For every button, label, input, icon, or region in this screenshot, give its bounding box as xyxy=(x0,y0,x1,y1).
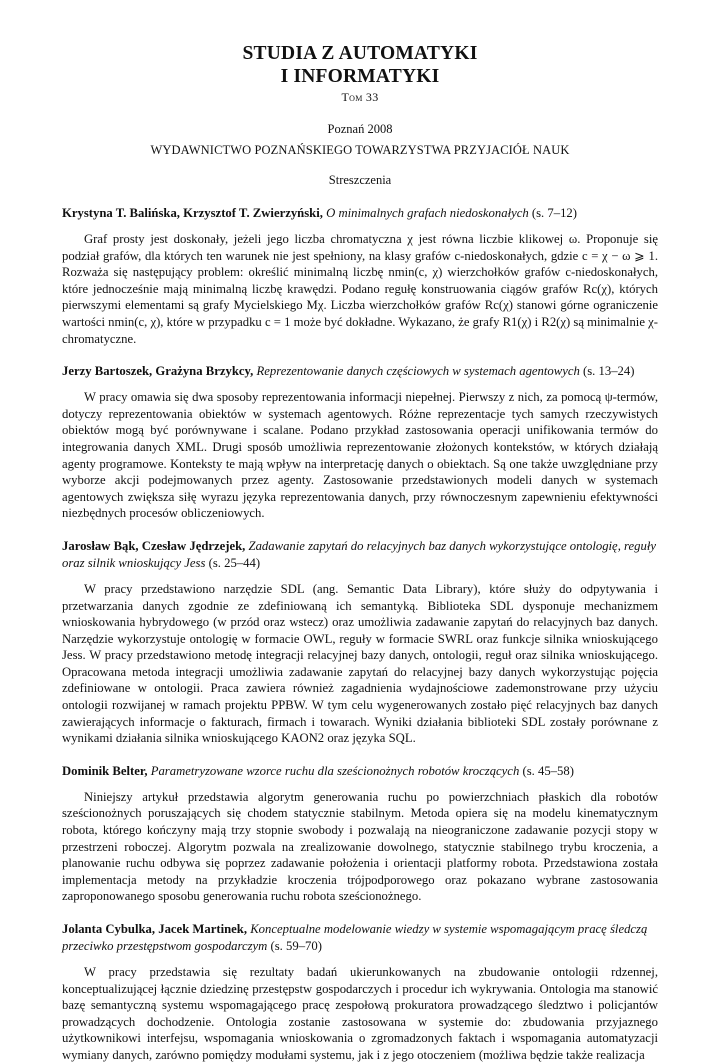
entry-authors: Jerzy Bartoszek, Grażyna Brzykcy, xyxy=(62,364,254,379)
entry-pages: (s. 59–70) xyxy=(270,939,322,953)
series-title xyxy=(62,0,658,88)
entries-list xyxy=(62,205,658,1064)
abstract-entry xyxy=(62,763,658,905)
series-title-line2: I INFORMATYKI xyxy=(280,66,440,87)
entry-abstract: W pracy przedstawia się rezultaty badań ukierunkowanych na zbudowanie ontologii rdzennej, konceptualizującej łącznie dziedzinę przestępstw gospodarczych i procedur ich wykrywania. Ontologia ma stanowić bazę semantyczną systemu wspomagającego pracę zespołową prokuratora prowadzącego śledztwo i policjantów prowadzących dochodzenie. Ontologia zostanie zastosowana w systemie do: zbudowania przyjaznego użytkownikowi interfejsu, wspomagania wnioskowania o zgromadzonych faktach i wspomagania automatyzacji wymiany danych, zarówno pomiędzy modułami systemu, jak i z jego otoczeniem (możliwa będzie także realizacja xyxy=(62,965,658,1062)
entry-title: O minimalnych grafach niedoskonałych xyxy=(326,206,529,220)
entry-authors: Jarosław Bąk, Czesław Jędrzejek, xyxy=(62,538,246,553)
abstract-entry xyxy=(62,205,658,347)
entry-header xyxy=(62,921,658,955)
entry-pages: (s. 45–58) xyxy=(522,763,574,778)
abstract-entry xyxy=(62,363,658,522)
entry-pages: (s. 13–24) xyxy=(583,364,635,379)
entry-header xyxy=(62,205,658,222)
entry-header xyxy=(62,763,658,780)
publisher: WYDAWNICTWO POZNAŃSKIEGO TOWARZYSTWA PRZYJACIÓŁ NAUK xyxy=(150,143,570,157)
entry-abstract: W pracy przedstawiono narzędzie SDL (ang. Semantic Data Library), które służy do odpytywania i przetwarzania danych zgodnie ze zdefiniowaną ich semantyką. Biblioteka SDL dysponuje mechanizmem wnioskowania hybrydowego (w przód oraz wstecz) oraz umożliwia zadawanie zapytań do relacyjnych baz danych. Narzędzie wykorzystuje ontologię w formacie OWL, reguły w formacie SWRL oraz funkcje silnika wnioskującego Jess. W pracy przedstawiono metodę integracji relacyjnej bazy danych, ontologii, reguł oraz silnika wnioskującego. Opracowana metoda integracji umożliwia zadawanie zapytań do relacyjnej bazy danych wykorzystując pojęcia zdefiniowane w ontologii. Praca zawiera również zagadnienia wydajnościowe zademonstrowane przy użyciu ontologii rozwijanej w ramach projektu PPBW. W tym celu wygenerowanych zostało pięć relacyjnych baz danych zawierających informacje o fakturach, firmach i towarach. Wyniki działania biblioteki SDL zostały porównane z wynikami działania silnika wnioskującego KAON2 oraz języka SQL. xyxy=(62,581,658,746)
abstract-entry xyxy=(62,538,658,747)
entry-header xyxy=(62,538,658,572)
section-label: Streszczenia xyxy=(328,173,392,187)
entry-pages: (s. 7–12) xyxy=(531,206,577,220)
entry-abstract: Niniejszy artykuł przedstawia algorytm generowania ruchu po powierzchniach płaskich dla robotów sześcionożnych poruszających się chodem statycznie stabilnym. Metoda opiera się na modelu kinematycznym robota, którego kończyny mają trzy stopnie swobody i pozwalają na nieograniczone zadawanie pozycji stopy w przestrzeni roboczej. Algorytm pozwala na zrealizowanie dowolnego, statycznie stabilnego trybu kroczenia, a planowanie ruchu odbywa się poprzez zadawanie położenia i orientacji platformy robota. Przedstawiona została implementacja metody na przykładzie kroczenia trójpodporowego oraz pokazano wybrane zastosowania zaproponowanego sposobu generowania ruchu robota sześcionożnego. xyxy=(62,789,658,904)
entry-header xyxy=(62,363,658,380)
entry-title: Reprezentowanie danych częściowych w systemach agentowych xyxy=(256,364,580,379)
entry-authors: Jolanta Cybulka, Jacek Martinek, xyxy=(62,922,248,936)
entry-abstract: W pracy omawia się dwa sposoby reprezentowania informacji niepełnej. Pierwszy z nich, za pomocą ψ-termów, dotyczy reprezentowania obiektów w systemach agentowych. Różne reprezentacje tych samych rzeczywistych obiektów mogą być porównywane i scalane. Podano przykład zastosowania operacji unifikowania termów do integrowania danych XML. Drugi sposób umożliwia reprezentowanie złożonych kontekstów, w których działają agenty programowe. Konteksty te mają wpływ na interpretację danych o obiektach. Są one także uwzględniane przy wyborze akcji podejmowanych przez agenty. Zastosowanie przedstawionych modeli danych w systemach agentowych zwiększa siłę wyrazu języka reprezentowania danych, przy równoczesnym zapewnieniu efektywności niezbędnych procesów obliczeniowych. xyxy=(62,390,658,521)
entry-title: Zadawanie zapytań do relacyjnych baz danych wykorzystujące ontologię, reguły oraz silnik wnioskujący Jess xyxy=(62,538,656,570)
series-title-line1: STUDIA Z AUTOMATYKI xyxy=(242,43,478,64)
entry-abstract: Graf prosty jest doskonały, jeżeli jego liczba chromatyczna χ jest równa liczbie klikowej ω. Proponuje się podział grafów, dla których ten warunek nie jest spełniony, na klasy grafów c-niedoskonałych, gdzie c = χ − ω ⩾ 1. Rozważa się następujący problem: określić minimalną liczbę nmin(c, χ) wierzchołków grafów c-niedoskonałych, które jednocześnie mają minimalną liczbę krawędzi. Podano regułę konstruowania ciągów grafów Rc(χ), których pierwszymi elementami są grafy Mycielskiego Mχ. Liczba wierzchołków grafów Rc(χ) stanowi górne ograniczenie wartości nmin(c, χ), które w przypadku c = 1 może być dokładne. Wykazano, że grafy R1(χ) i R2(χ) są minimalnie χ-chromatyczne. xyxy=(62,232,658,346)
volume-number: Tom 33 xyxy=(341,90,379,104)
entry-authors: Dominik Belter, xyxy=(62,763,148,778)
abstract-entry xyxy=(62,921,658,1064)
entry-title: Konceptualne modelowanie wiedzy w systemie wspomagającym pracę śledczą przeciwko przestępstwom gospodarczym xyxy=(62,922,648,953)
entry-authors: Krystyna T. Balińska, Krzysztof T. Zwierzyński, xyxy=(62,206,323,220)
entry-title: Parametryzowane wzorce ruchu dla sześcionożnych robotów kroczących xyxy=(150,763,520,778)
entry-pages: (s. 25–44) xyxy=(208,555,261,570)
place-year: Poznań 2008 xyxy=(327,122,393,136)
